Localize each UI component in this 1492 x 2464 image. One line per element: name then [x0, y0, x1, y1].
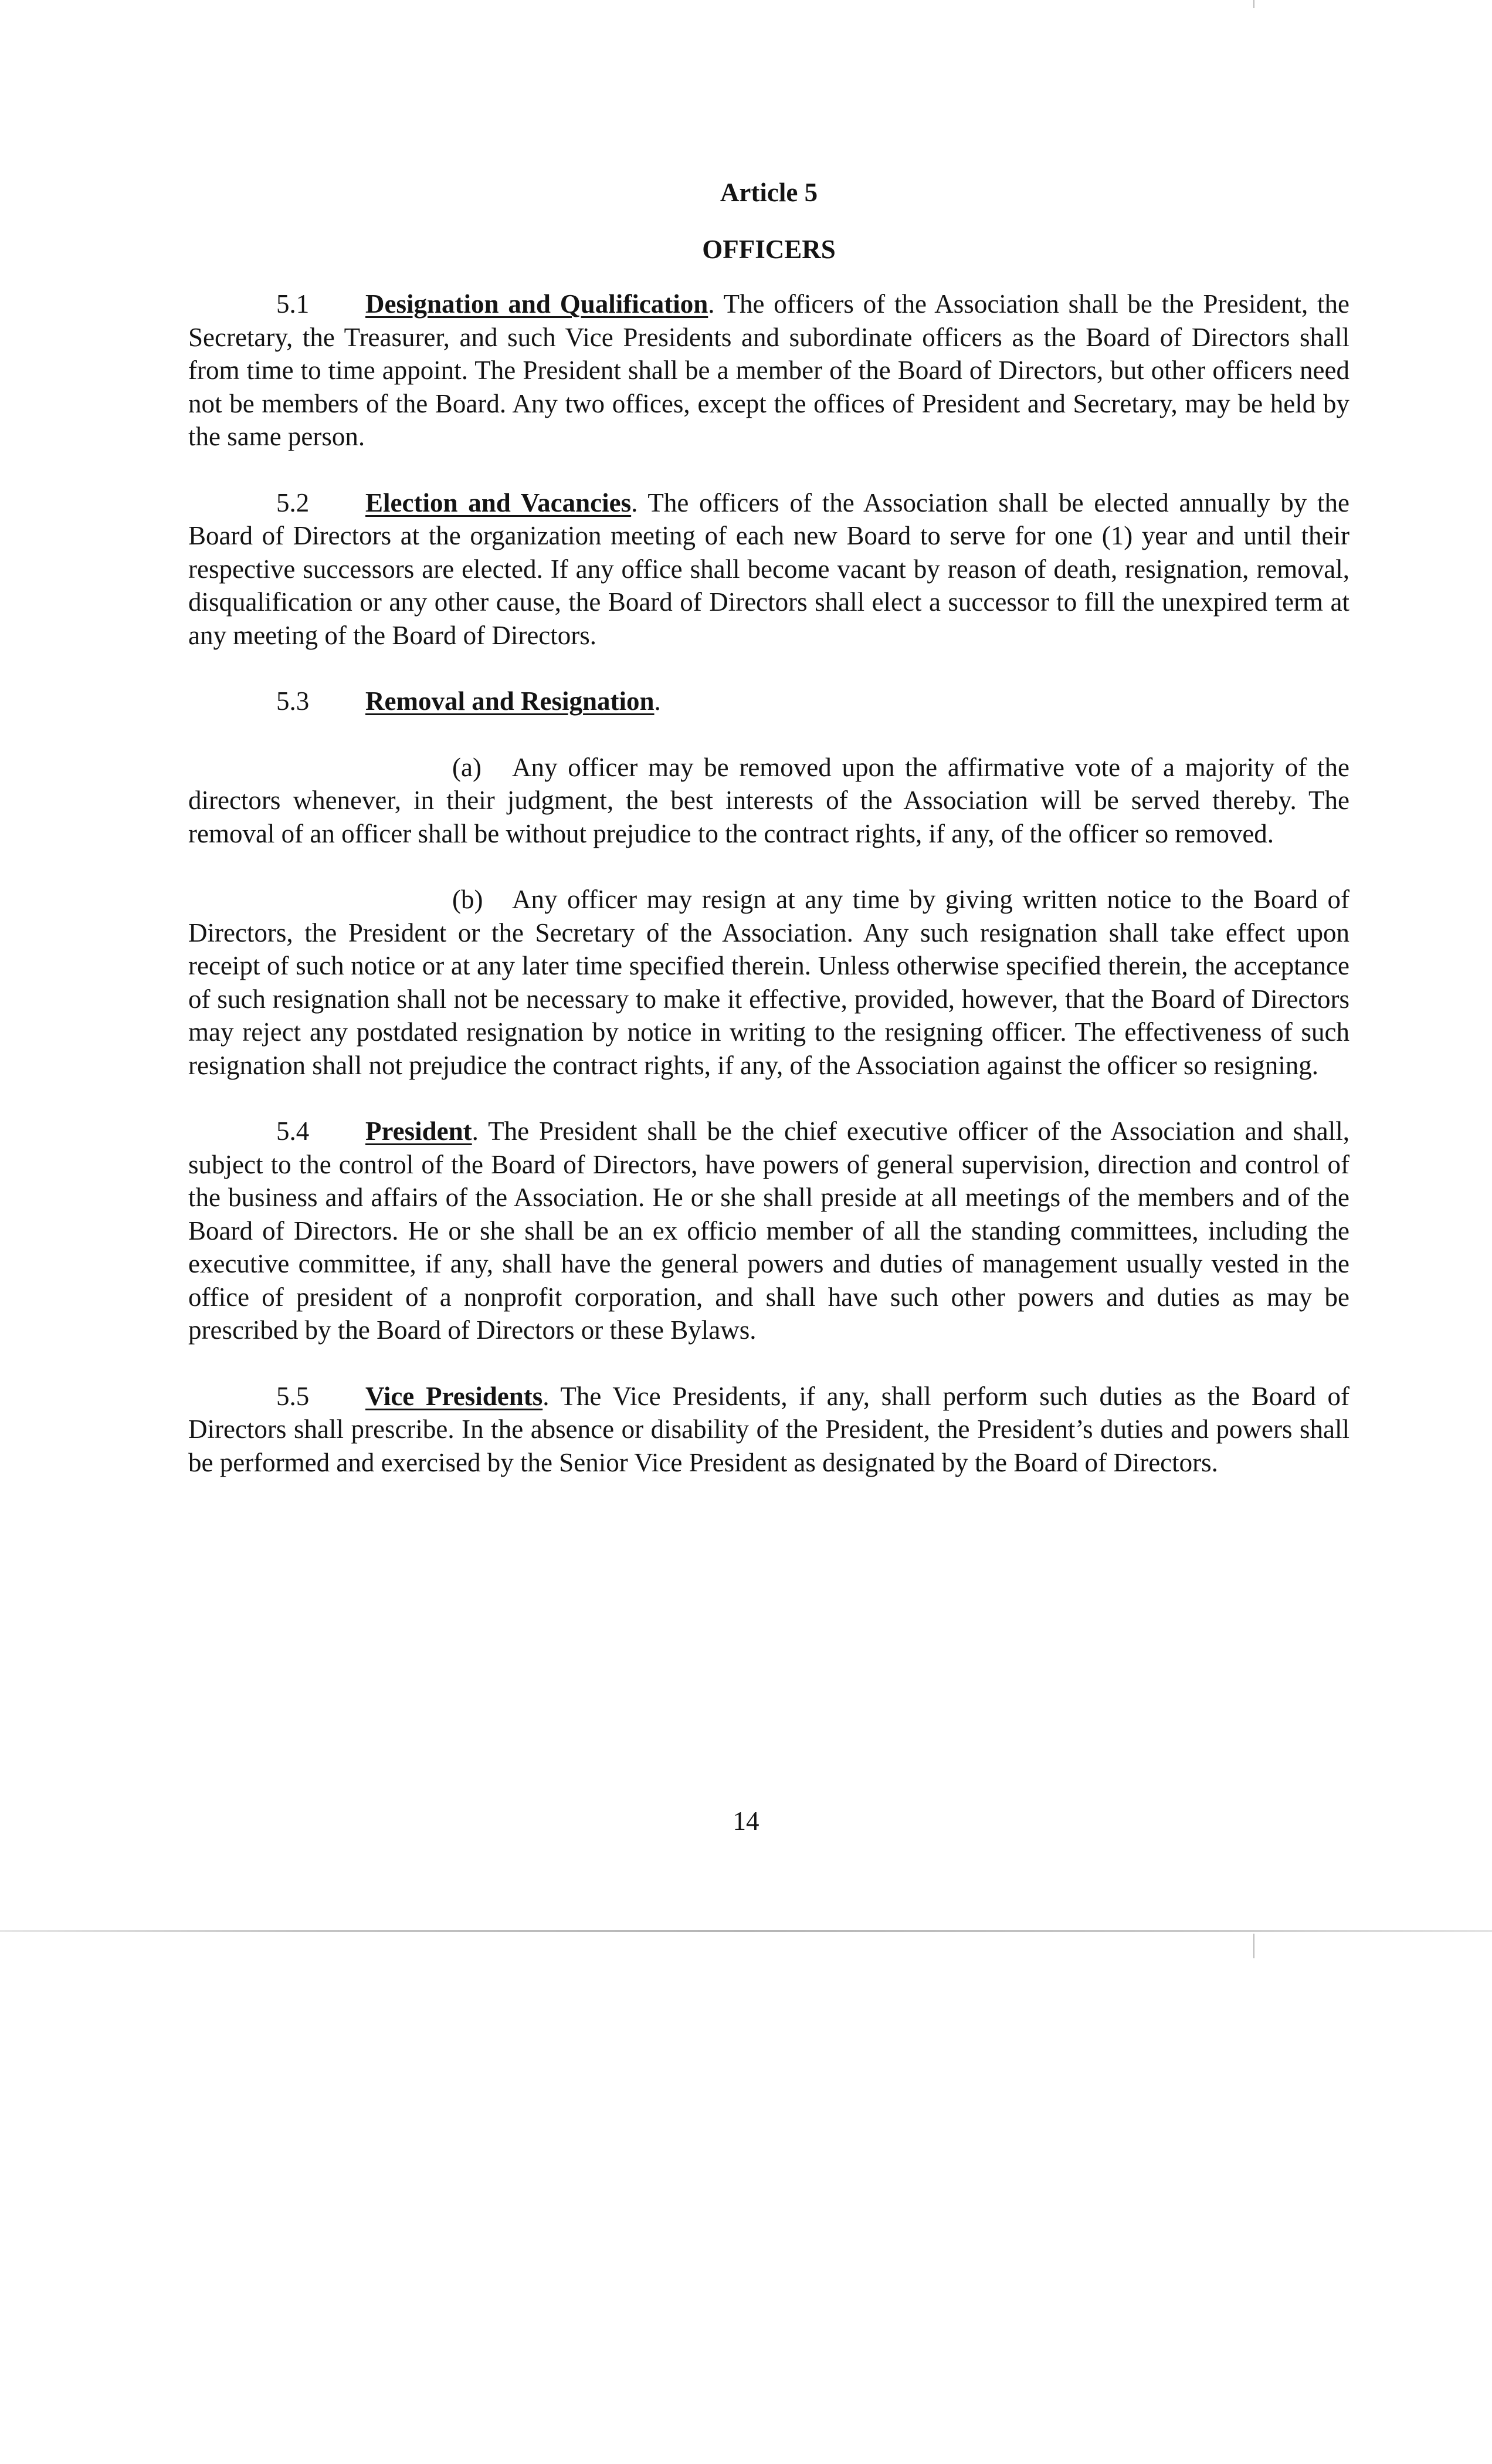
section-title-suffix: .	[542, 1381, 550, 1411]
section-number: 5.5	[276, 1381, 310, 1411]
section-title: Vice Presidents	[365, 1381, 543, 1411]
subsection-text: Any officer may resign at any time by giving written notice to the Board of Directors, the President or the Secretary of the Association. Any such resignation shall take effect upon receipt of such notice or at any later time specified therein. Unless otherwise specified therein, the acceptance of such resignation shall not be necessary to make it effective, provided, however, that the Board of Directors may reject any postdated resignation by notice in writing to the resigning officer. The effectiveness of such resignation shall not prejudice the contract rights, if any, of the Association against the officer so resigning.	[188, 885, 1349, 1080]
section-title: Removal and Resignation	[365, 686, 655, 716]
article-heading: OFFICERS	[702, 234, 836, 264]
section-text: The officers of the Association shall be the President, the Secretary, the Treasurer, and such Vice Presidents and subordinate officers as the Board of Directors shall from time to time appoint. The President shall be a member of the Board of Directors, but other officers need not be members of the Board. Any two offices, except the offices of President and Secretary, may be held by the same person.	[188, 289, 1349, 451]
scan-edge-line	[0, 1930, 1492, 1932]
section-title: Designation and Qualification	[365, 289, 708, 319]
subsection-label: (a)	[452, 752, 481, 782]
subsection-5-3-b	[188, 883, 1349, 1082]
section-number: 5.2	[276, 488, 310, 517]
section-5-5	[188, 1380, 1349, 1480]
section-title-suffix: .	[654, 686, 661, 716]
page-number: 14	[733, 1806, 759, 1836]
section-5-4	[188, 1115, 1349, 1347]
subsection-5-3-a	[188, 751, 1349, 851]
subsection-text: Any officer may be removed upon the affirmative vote of a majority of the directors whenever, in their judgment, the best interests of the Association will be served thereby. The removal of an officer shall be without prejudice to the contract rights, if any, of the officer so removed.	[188, 752, 1349, 848]
page-content	[188, 176, 1349, 1479]
section-title: Election and Vacancies	[365, 488, 632, 517]
scan-edge-mark	[1253, 0, 1254, 8]
section-number: 5.3	[276, 686, 310, 716]
section-5-3	[188, 685, 1349, 718]
subsection-label: (b)	[452, 885, 483, 914]
section-title-suffix: .	[708, 289, 715, 319]
section-text: The officers of the Association shall be elected annually by the Board of Directors at the organization meeting of each new Board to serve for one (1) year and until their respective successors are elected. If any office shall become vacant by reason of death, resignation, removal, disqualification or any other cause, the Board of Directors shall elect a successor to fill the unexpired term at any meeting of the Board of Directors.	[188, 488, 1350, 650]
section-title-suffix: .	[631, 488, 638, 517]
section-5-2	[188, 486, 1349, 652]
section-title: President	[365, 1116, 472, 1146]
section-text: The Vice Presidents, if any, shall perform such duties as the Board of Directors shall prescribe. In the absence or disability of the President, the President’s duties and powers shall be performed and exercised by the Senior Vice President as designated by the Board of Directors.	[188, 1381, 1350, 1477]
section-5-1	[188, 287, 1349, 453]
section-number: 5.4	[276, 1116, 310, 1146]
section-text: The President shall be the chief executive officer of the Association and shall, subject to the control of the Board of Directors, have powers of general supervision, direction and control of the business and affairs of the Association. He or she shall preside at all meetings of the members and of the Board of Directors. He or she shall be an ex officio member of all the standing committees, including the executive committee, if any, shall have the general powers and duties of management usually vested in the office of president of a nonprofit corporation, and shall have such other powers and duties as may be prescribed by the Board of Directors or these Bylaws.	[188, 1116, 1349, 1345]
article-title: Article 5	[720, 178, 818, 207]
scan-edge-mark	[1253, 1934, 1254, 1958]
section-title-suffix: .	[472, 1116, 479, 1146]
section-number: 5.1	[276, 289, 310, 319]
